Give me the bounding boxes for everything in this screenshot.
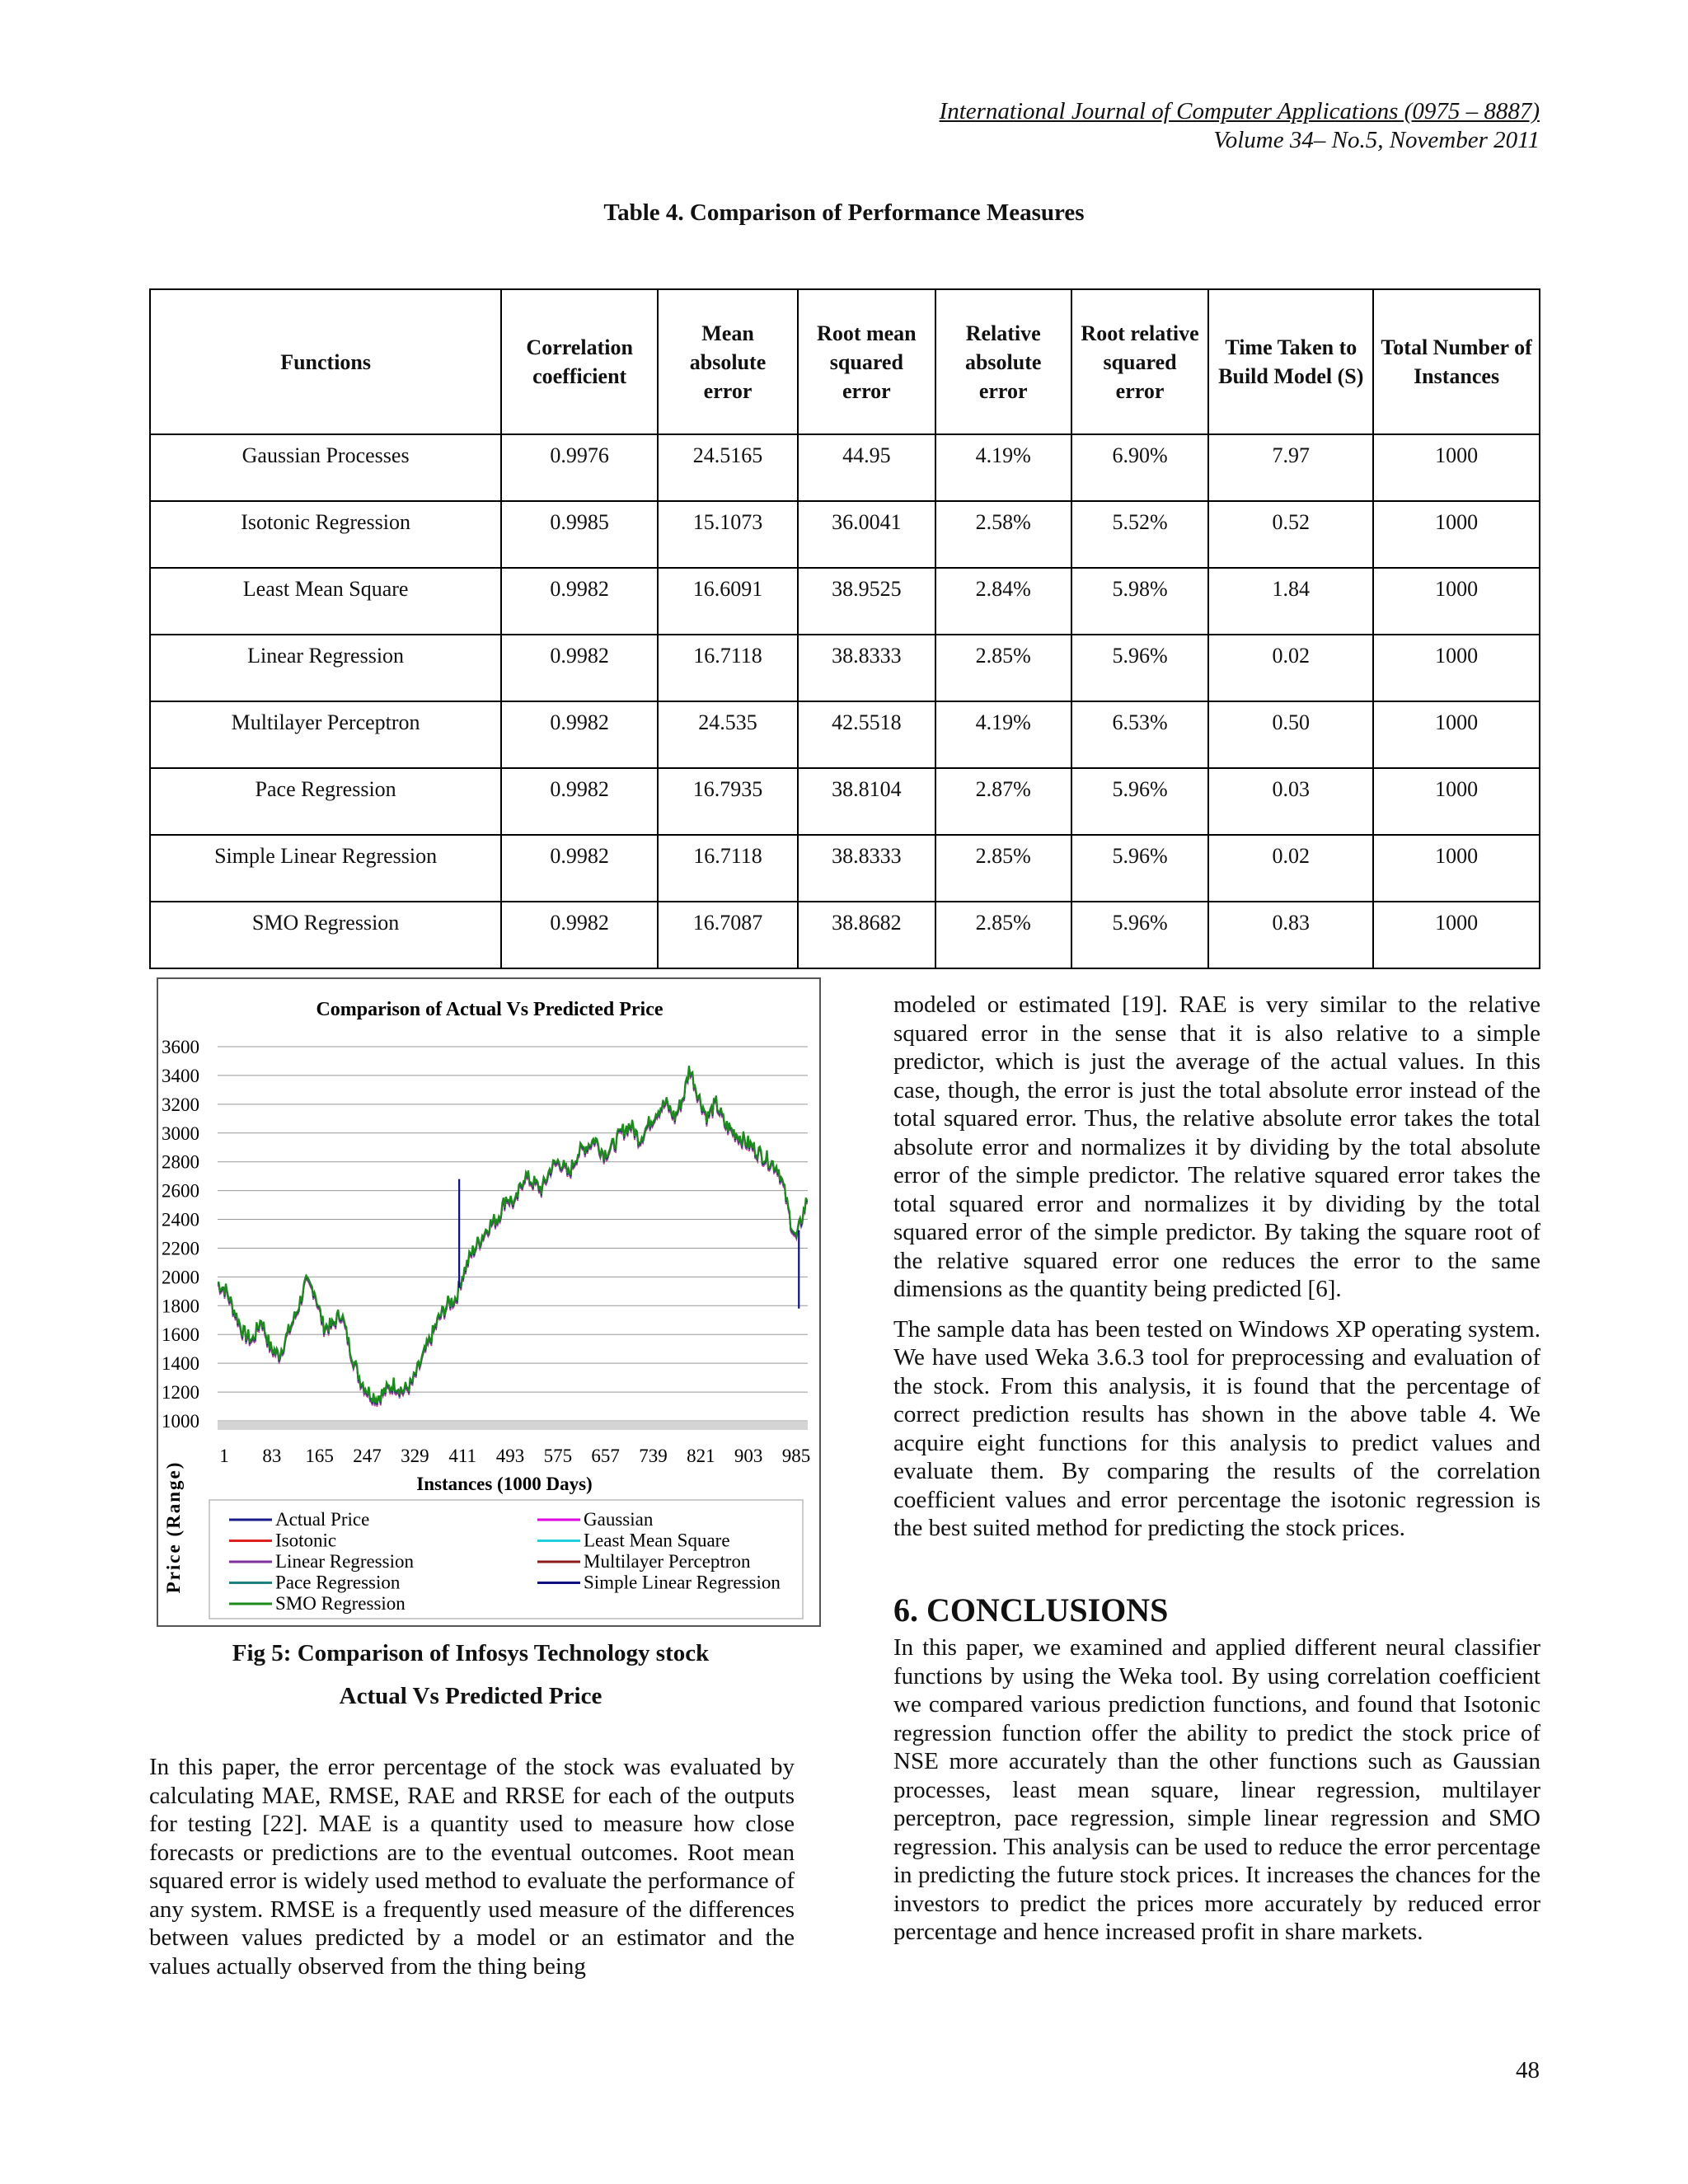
- table-cell: 2.85%: [935, 902, 1071, 968]
- table-cell: 16.7935: [658, 768, 798, 835]
- y-tick-label: 3400: [162, 1065, 199, 1086]
- table-row: [150, 635, 1540, 701]
- table-cell: 0.9982: [501, 768, 658, 835]
- table-cell: 36.0041: [798, 501, 935, 568]
- y-tick-label: 1400: [162, 1353, 199, 1375]
- table-cell: 16.7087: [658, 902, 798, 968]
- table-cell: 4.19%: [935, 701, 1071, 768]
- table-header-row: [150, 289, 1540, 434]
- page-number: 48: [1516, 2057, 1540, 2083]
- y-tick-label: 2000: [162, 1267, 199, 1288]
- column-header: Time Taken to Build Model (S): [1208, 289, 1373, 434]
- table-cell: 38.9525: [798, 568, 935, 635]
- right-column: [893, 991, 1540, 1543]
- y-tick-label: 3600: [162, 1037, 199, 1057]
- table-cell: 6.53%: [1071, 701, 1209, 768]
- table-cell: 16.6091: [658, 568, 798, 635]
- table-cell: 0.9985: [501, 501, 658, 568]
- conclusions-heading: 6. CONCLUSIONS: [893, 1591, 1169, 1629]
- table-cell: 0.9982: [501, 568, 658, 635]
- table-cell: 1000: [1373, 568, 1540, 635]
- legend-label: SMO Regression: [275, 1593, 406, 1614]
- chart-title: Comparison of Actual Vs Predicted Price: [316, 999, 663, 1020]
- legend-label: Least Mean Square: [584, 1530, 730, 1551]
- conclusions-paragraph: In this paper, we examined and applied different neural classifier functions by using the Weka tool. By using correlation coefficient we compared various prediction functions, and found that Isotonic regression function offer the ability to predict the stock price of NSE more accurately than the other functions such as Gaussian processes, least mean square, linear regression, multilayer perceptron, pace regression, simple linear regression and SMO regression. This analysis can be used to reduce the error percentage in predicting the future stock prices. It increases the chances for the investors to predict the prices more accurately by reduced error percentage and hence increased profit in share markets.: [893, 1634, 1540, 1945]
- y-tick-label: 1200: [162, 1382, 199, 1404]
- x-tick-label: 985: [781, 1446, 811, 1466]
- journal-volume: Volume 34– No.5, November 2011: [1213, 127, 1540, 153]
- journal-header: [940, 97, 1540, 155]
- chart-frame: [157, 977, 821, 1627]
- column-header: Functions: [150, 289, 501, 434]
- price-comparison-chart: [158, 979, 819, 1625]
- table-cell: 2.58%: [935, 501, 1071, 568]
- table-cell: 1000: [1373, 501, 1540, 568]
- series-line: [218, 1067, 807, 1404]
- y-tick-label: 2800: [162, 1151, 199, 1173]
- table-cell: 24.535: [658, 701, 798, 768]
- legend-label: Actual Price: [275, 1509, 370, 1530]
- series-line: [218, 1069, 807, 1406]
- table-cell: 0.02: [1208, 835, 1373, 902]
- table-cell: 1000: [1373, 434, 1540, 501]
- series-line: [218, 1068, 807, 1405]
- table-cell: 15.1073: [658, 501, 798, 568]
- table-cell: Pace Regression: [150, 768, 501, 835]
- y-axis-label: Price (Range): [163, 1460, 184, 1594]
- series-line: [218, 1067, 807, 1404]
- table-cell: 2.87%: [935, 768, 1071, 835]
- table-cell: Isotonic Regression: [150, 501, 501, 568]
- table-cell: Gaussian Processes: [150, 434, 501, 501]
- table-row: [150, 501, 1540, 568]
- table-cell: 38.8104: [798, 768, 935, 835]
- y-tick-label: 1800: [162, 1296, 199, 1317]
- legend-label: Linear Regression: [275, 1551, 414, 1572]
- table-row: [150, 701, 1540, 768]
- series-line: [218, 1066, 807, 1404]
- legend-label: Simple Linear Regression: [584, 1572, 781, 1593]
- table-cell: 5.52%: [1071, 501, 1209, 568]
- series-line: [218, 1066, 807, 1403]
- x-tick-label: 575: [543, 1446, 573, 1466]
- table-cell: 16.7118: [658, 635, 798, 701]
- y-tick-label: 3000: [162, 1122, 199, 1144]
- table-cell: 24.5165: [658, 434, 798, 501]
- table-row: [150, 568, 1540, 635]
- table-cell: 0.83: [1208, 902, 1373, 968]
- table-cell: Multilayer Perceptron: [150, 701, 501, 768]
- figure-caption-line2: Actual Vs Predicted Price: [339, 1683, 603, 1709]
- x-tick-label: 821: [687, 1446, 715, 1466]
- x-tick-label: 329: [401, 1446, 429, 1466]
- x-tick-label: 493: [495, 1446, 525, 1466]
- x-axis-label: Instances (1000 Days): [416, 1474, 593, 1494]
- column-header: Total Number of Instances: [1373, 289, 1540, 434]
- left-column: [149, 1753, 795, 1980]
- legend-label: Pace Regression: [275, 1572, 401, 1593]
- table-cell: 2.85%: [935, 635, 1071, 701]
- table-cell: 0.9982: [501, 902, 658, 968]
- table-cell: 4.19%: [935, 434, 1071, 501]
- table-cell: 0.03: [1208, 768, 1373, 835]
- legend-label: Isotonic: [275, 1530, 337, 1551]
- table-cell: 0.9982: [501, 835, 658, 902]
- right-paragraph-2: The sample data has been tested on Windows XP operating system. We have used Weka 3.6.3 tool for preprocessing and evaluation of the stock. From this analysis, it is found that the percentage of correct prediction results has shown in the above table 4. We acquire eight functions for this analysis to predict values and evaluate them. By comparing the results of the correlation coefficient values and error percentage the isotonic regression is the best suited method for predicting the stock prices.: [893, 1315, 1540, 1541]
- x-tick-label: 83: [262, 1446, 282, 1466]
- x-tick-label: 411: [448, 1446, 476, 1466]
- table-cell: 38.8333: [798, 835, 935, 902]
- table-cell: 5.96%: [1071, 635, 1209, 701]
- y-tick-label: 2200: [162, 1238, 199, 1259]
- table-body: [150, 434, 1540, 968]
- table-title: Table 4. Comparison of Performance Measures: [603, 199, 1085, 226]
- table-cell: 1000: [1373, 835, 1540, 902]
- table-cell: 42.5518: [798, 701, 935, 768]
- table-cell: 44.95: [798, 434, 935, 501]
- x-tick-label: 247: [353, 1446, 382, 1466]
- legend-label: Multilayer Perceptron: [584, 1551, 751, 1572]
- series-line: [218, 1066, 807, 1404]
- figure-caption-line1: Fig 5: Comparison of Infosys Technology stock: [232, 1640, 710, 1666]
- y-tick-label: 1600: [162, 1324, 199, 1346]
- table-row: [150, 835, 1540, 902]
- table-cell: 1000: [1373, 635, 1540, 701]
- table-cell: 0.52: [1208, 501, 1373, 568]
- y-tick-label: 2400: [162, 1209, 199, 1230]
- right-paragraph-1: modeled or estimated [19]. RAE is very similar to the relative squared error in the sense that it is also relative to a simple predictor, which is just the average of the actual values. In this case, though, the error is just the total absolute error instead of the total squared error. Thus, the relative absolute error takes the total absolute error and normalizes it by dividing by the total absolute error of the simple predictor. The relative squared error takes the total squared error and normalizes it by dividing by the total squared error of the simple predictor. By taking the square root of the relative squared error one reduces the error to the same dimensions as the quantity being predicted [6].: [893, 991, 1540, 1302]
- table-cell: 1000: [1373, 902, 1540, 968]
- table-cell: 1.84: [1208, 568, 1373, 635]
- y-tick-label: 1000: [162, 1411, 199, 1432]
- conclusions-column: [893, 1633, 1540, 1947]
- left-paragraph: In this paper, the error percentage of the stock was evaluated by calculating MAE, RMSE, RAE and RRSE for each of the outputs for testing [22]. MAE is a quantity used to measure how close forecasts or predictions are to the eventual outcomes. Root mean squared error is widely used method to evaluate the performance of any system. RMSE is a frequently used measure of the differences between values predicted by a model or an estimator and the values actually observed from the thing being: [149, 1754, 795, 1980]
- x-tick-label: 657: [591, 1446, 620, 1466]
- series-line: [218, 1069, 807, 1406]
- table-cell: 7.97: [1208, 434, 1373, 501]
- x-tick-label: 903: [734, 1446, 763, 1466]
- table-cell: 38.8682: [798, 902, 935, 968]
- table-cell: 0.9976: [501, 434, 658, 501]
- y-tick-label: 3200: [162, 1094, 199, 1115]
- table-row: [150, 434, 1540, 501]
- series-line: [218, 1068, 807, 1406]
- table-cell: 1000: [1373, 701, 1540, 768]
- table-cell: Simple Linear Regression: [150, 835, 501, 902]
- column-header: Root mean squared error: [798, 289, 935, 434]
- table-row: [150, 902, 1540, 968]
- table-cell: 5.96%: [1071, 902, 1209, 968]
- table-cell: 5.96%: [1071, 768, 1209, 835]
- table-cell: SMO Regression: [150, 902, 501, 968]
- table-cell: 5.98%: [1071, 568, 1209, 635]
- x-tick-label: 165: [305, 1446, 334, 1466]
- y-tick-label: 2600: [162, 1180, 199, 1202]
- x-tick-label: 739: [639, 1446, 668, 1466]
- x-tick-label: 1: [219, 1446, 229, 1466]
- table-cell: 0.9982: [501, 635, 658, 701]
- table-cell: 2.84%: [935, 568, 1071, 635]
- table-cell: 1000: [1373, 768, 1540, 835]
- column-header: Correlation coefficient: [501, 289, 658, 434]
- performance-table: [149, 288, 1540, 969]
- table-cell: 5.96%: [1071, 835, 1209, 902]
- table-row: [150, 768, 1540, 835]
- column-header: Root relative squared error: [1071, 289, 1209, 434]
- column-header: Mean absolute error: [658, 289, 798, 434]
- table-cell: 38.8333: [798, 635, 935, 701]
- table-cell: 0.50: [1208, 701, 1373, 768]
- table-cell: 0.02: [1208, 635, 1373, 701]
- column-header: Relative absolute error: [935, 289, 1071, 434]
- table-cell: 2.85%: [935, 835, 1071, 902]
- legend-label: Gaussian: [584, 1509, 654, 1530]
- table-cell: 0.9982: [501, 701, 658, 768]
- table-cell: Least Mean Square: [150, 568, 501, 635]
- journal-title: International Journal of Computer Applications (0975 – 8887): [939, 98, 1540, 124]
- table-cell: 6.90%: [1071, 434, 1209, 501]
- table-cell: 16.7118: [658, 835, 798, 902]
- table-cell: Linear Regression: [150, 635, 501, 701]
